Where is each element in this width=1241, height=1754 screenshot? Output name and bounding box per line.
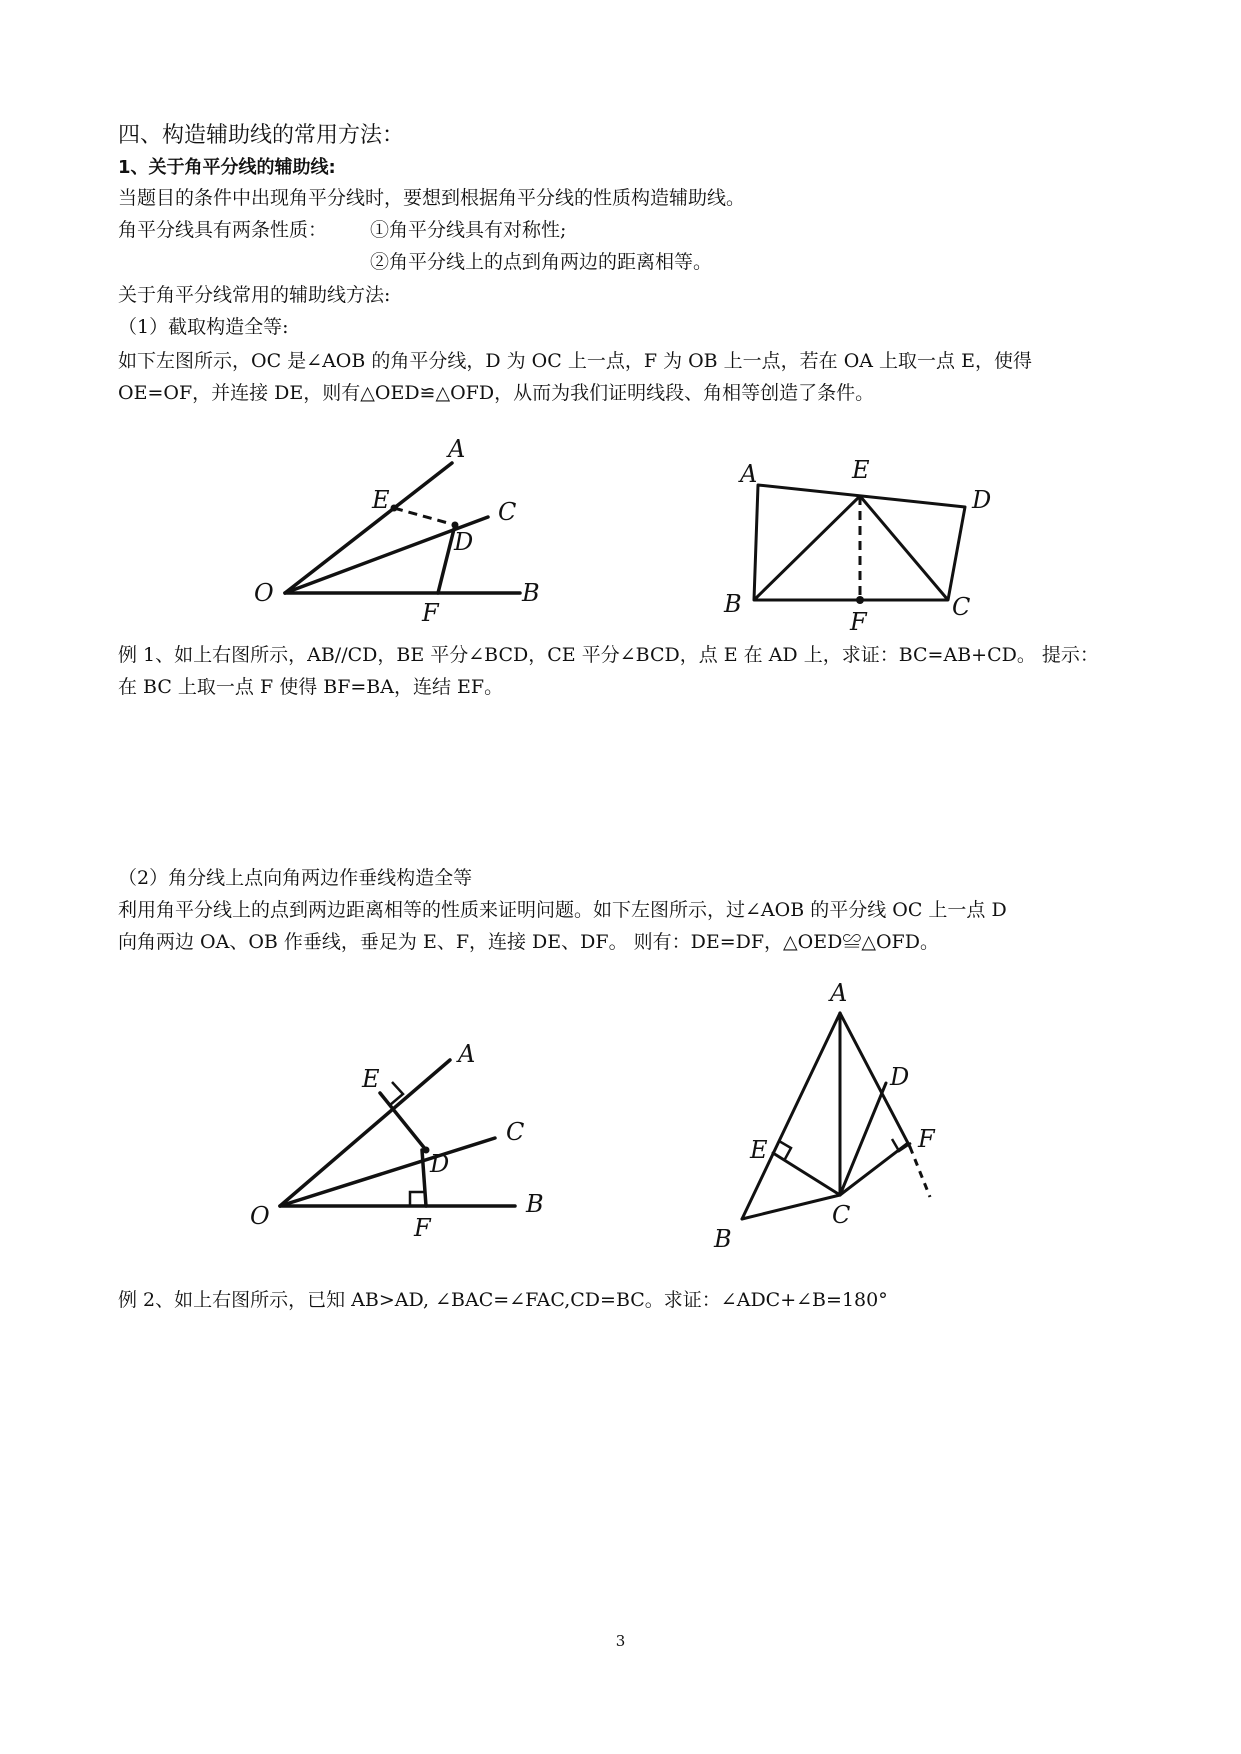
figure-bisector-perpendicular xyxy=(250,1022,560,1242)
intro-text: 当题目的条件中出现角平分线时，要想到根据角平分线的性质构造辅助线。 xyxy=(118,187,746,209)
methods-title: 关于角平分线常用的辅助线方法: xyxy=(118,284,391,306)
label-D: D xyxy=(430,1150,450,1178)
label-B: B xyxy=(714,1225,732,1253)
label-E: E xyxy=(362,1065,380,1093)
figure-bisector-cut xyxy=(240,425,550,625)
label-A: A xyxy=(830,979,848,1007)
label-A: A xyxy=(458,1040,476,1068)
example1-line2: 在 BC 上取一点 F 使得 BF=BA，连结 EF。 xyxy=(118,676,504,698)
label-A: A xyxy=(448,435,466,463)
method1-title: （1）截取构造全等: xyxy=(118,316,289,338)
label-E: E xyxy=(750,1136,768,1164)
property-1: ①角平分线具有对称性; xyxy=(370,219,567,241)
properties-lead: 角平分线具有两条性质： xyxy=(118,219,328,241)
method2-line2: 向角两边 OA、OB 作垂线，垂足为 E、F，连接 DE、DF。 则有：DE=DF，△OED≌△OFD。 xyxy=(118,931,939,953)
label-O: O xyxy=(254,579,274,607)
label-B: B xyxy=(522,579,540,607)
label-E: E xyxy=(852,456,870,484)
label-C: C xyxy=(506,1118,525,1146)
property-2: ②角平分线上的点到角两边的距离相等。 xyxy=(370,251,713,273)
figure-triangle-bisector xyxy=(700,965,970,1255)
label-D: D xyxy=(454,528,474,556)
label-D: D xyxy=(972,486,992,514)
section-heading: 四、构造辅助线的常用方法： xyxy=(118,123,405,148)
method1-line2: OE=OF，并连接 DE，则有△OED≌△OFD，从而为我们证明线段、角相等创造了条件。 xyxy=(118,382,875,404)
figure-quadrilateral xyxy=(710,450,1020,635)
label-C: C xyxy=(832,1201,851,1229)
label-F: F xyxy=(422,599,439,625)
label-O: O xyxy=(250,1202,270,1230)
label-E: E xyxy=(372,486,390,514)
example1-line1: 例 1、如上右图所示，AB//CD，BE 平分∠BCD，CE 平分∠BCD，点 E 在 AD 上，求证：BC=AB+CD。 提示： xyxy=(118,644,1099,666)
label-B: B xyxy=(526,1190,544,1218)
label-F: F xyxy=(414,1214,431,1242)
subsection-heading: 1、关于角平分线的辅助线: xyxy=(118,157,336,178)
method2-line1: 利用角平分线上的点到两边距离相等的性质来证明问题。如下左图所示，过∠AOB 的平分线 OC 上一点 D xyxy=(118,899,1007,921)
method1-line1: 如下左图所示，OC 是∠AOB 的角平分线，D 为 OC 上一点，F 为 OB 上一点，若在 OA 上取一点 E，使得 xyxy=(118,350,1032,372)
label-F: F xyxy=(918,1125,935,1153)
label-F: F xyxy=(850,608,867,635)
label-C: C xyxy=(498,498,517,526)
label-C: C xyxy=(952,593,971,621)
method2-title: （2）角分线上点向角两边作垂线构造全等 xyxy=(118,867,473,889)
label-B: B xyxy=(724,590,742,618)
label-D: D xyxy=(890,1063,910,1091)
page-number: 3 xyxy=(615,1632,626,1650)
example2-line1: 例 2、如上右图所示，已知 AB>AD, ∠BAC=∠FAC,CD=BC。求证：∠ADC+∠B=180° xyxy=(118,1289,888,1311)
label-A: A xyxy=(740,460,758,488)
